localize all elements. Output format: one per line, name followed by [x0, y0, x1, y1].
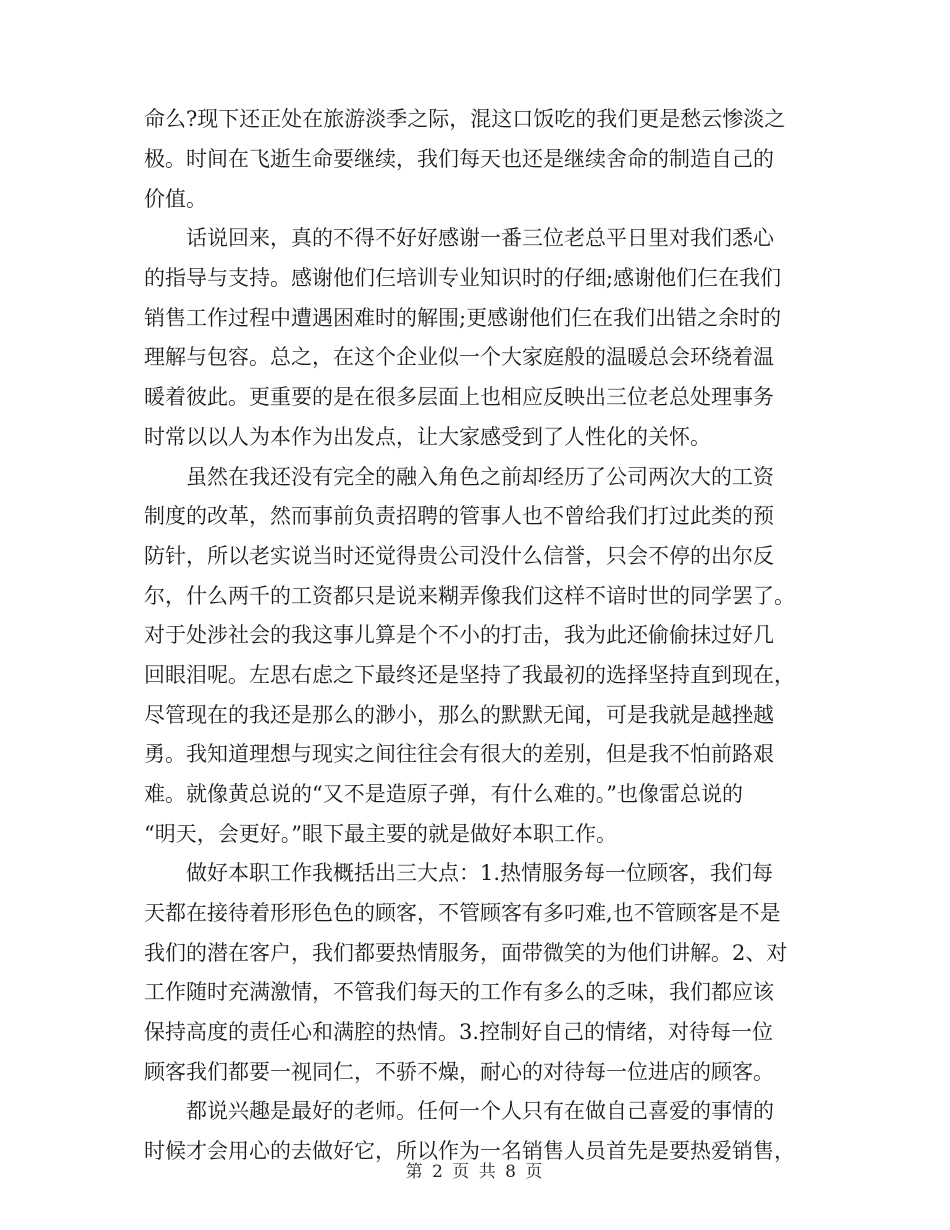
text-line: 尽管现在的我还是那么的渺小，那么的默默无闻，可是我就是越挫越	[144, 703, 774, 727]
text-line: 时常以以人为本作为出发点，让大家感受到了人性化的关怀。	[144, 425, 711, 449]
text-line: 极。时间在飞逝生命要继续，我们每天也还是继续舍命的制造自己的	[144, 147, 774, 171]
text-line: 工作随时充满激情，不管我们每天的工作有多么的乏味，我们都应该	[144, 980, 774, 1004]
text-line: 我们的潜在客户，我们都要热情服务，面带微笑的为他们讲解。2、对	[144, 941, 788, 965]
text-line: 制度的改革，然而事前负责招聘的管事人也不曾给我们打过此类的预	[144, 504, 774, 528]
paragraph-start-line: 做好本职工作我概括出三大点：1.热情服务每一位顾客，我们每	[186, 861, 774, 885]
page-number-footer: 第 2 页 共 8 页	[405, 1162, 545, 1182]
text-line: 回眼泪呢。左思右虑之下最终还是坚持了我最初的选择坚持直到现在，	[144, 663, 795, 687]
text-line: 的指导与支持。感谢他们仨培训专业知识时的仔细;感谢他们仨在我们	[144, 266, 782, 290]
text-line: 时候才会用心的去做好它，所以作为一名销售人员首先是要热爱销售，	[144, 1139, 795, 1163]
text-line: 价值。	[144, 187, 207, 211]
paragraph-start-line: 虽然在我还没有完全的融入角色之前却经历了公司两次大的工资	[186, 465, 774, 489]
text-line: 难。就像黄总说的“又不是造原子弹，有什么难的。”也像雷总说的	[144, 782, 743, 806]
text-line: 暖着彼此。更重要的是在很多层面上也相应反映出三位老总处理事务	[144, 385, 774, 409]
text-line: 理解与包容。总之，在这个企业似一个大家庭般的温暖总会环绕着温	[144, 345, 774, 369]
text-line: 天都在接待着形形色色的顾客，不管顾客有多叼难,也不管顾客是不是	[144, 901, 781, 925]
paragraph-start-line: 都说兴趣是最好的老师。任何一个人只有在做自己喜爱的事情的	[186, 1099, 774, 1123]
text-line: 勇。我知道理想与现实之间往往会有很大的差别，但是我不怕前路艰	[144, 742, 774, 766]
text-line: 尔，什么两千的工资都只是说来糊弄像我们这样不谙时世的同学罢了。	[144, 584, 795, 608]
text-line: 对于处涉社会的我这事儿算是个不小的打击，我为此还偷偷抹过好几	[144, 623, 774, 647]
text-line: 顾客我们都要一视同仁，不骄不燥，耐心的对待每一位进店的顾客。	[144, 1060, 774, 1084]
paragraph-start-line: 话说回来，真的不得不好好感谢一番三位老总平日里对我们悉心	[186, 226, 774, 250]
text-line: 销售工作过程中遭遇困难时的解围;更感谢他们仨在我们出错之余时的	[144, 306, 782, 330]
text-line: “明天，会更好。”眼下最主要的就是做好本职工作。	[144, 822, 617, 846]
text-line: 命么?现下还正处在旅游淡季之际，混这口饭吃的我们更是愁云惨淡之	[144, 107, 786, 131]
text-line: 防针，所以老实说当时还觉得贵公司没什么信誉，只会不停的出尔反	[144, 544, 774, 568]
text-line: 保持高度的责任心和满腔的热情。3.控制好自己的情绪，对待每一位	[144, 1020, 774, 1044]
